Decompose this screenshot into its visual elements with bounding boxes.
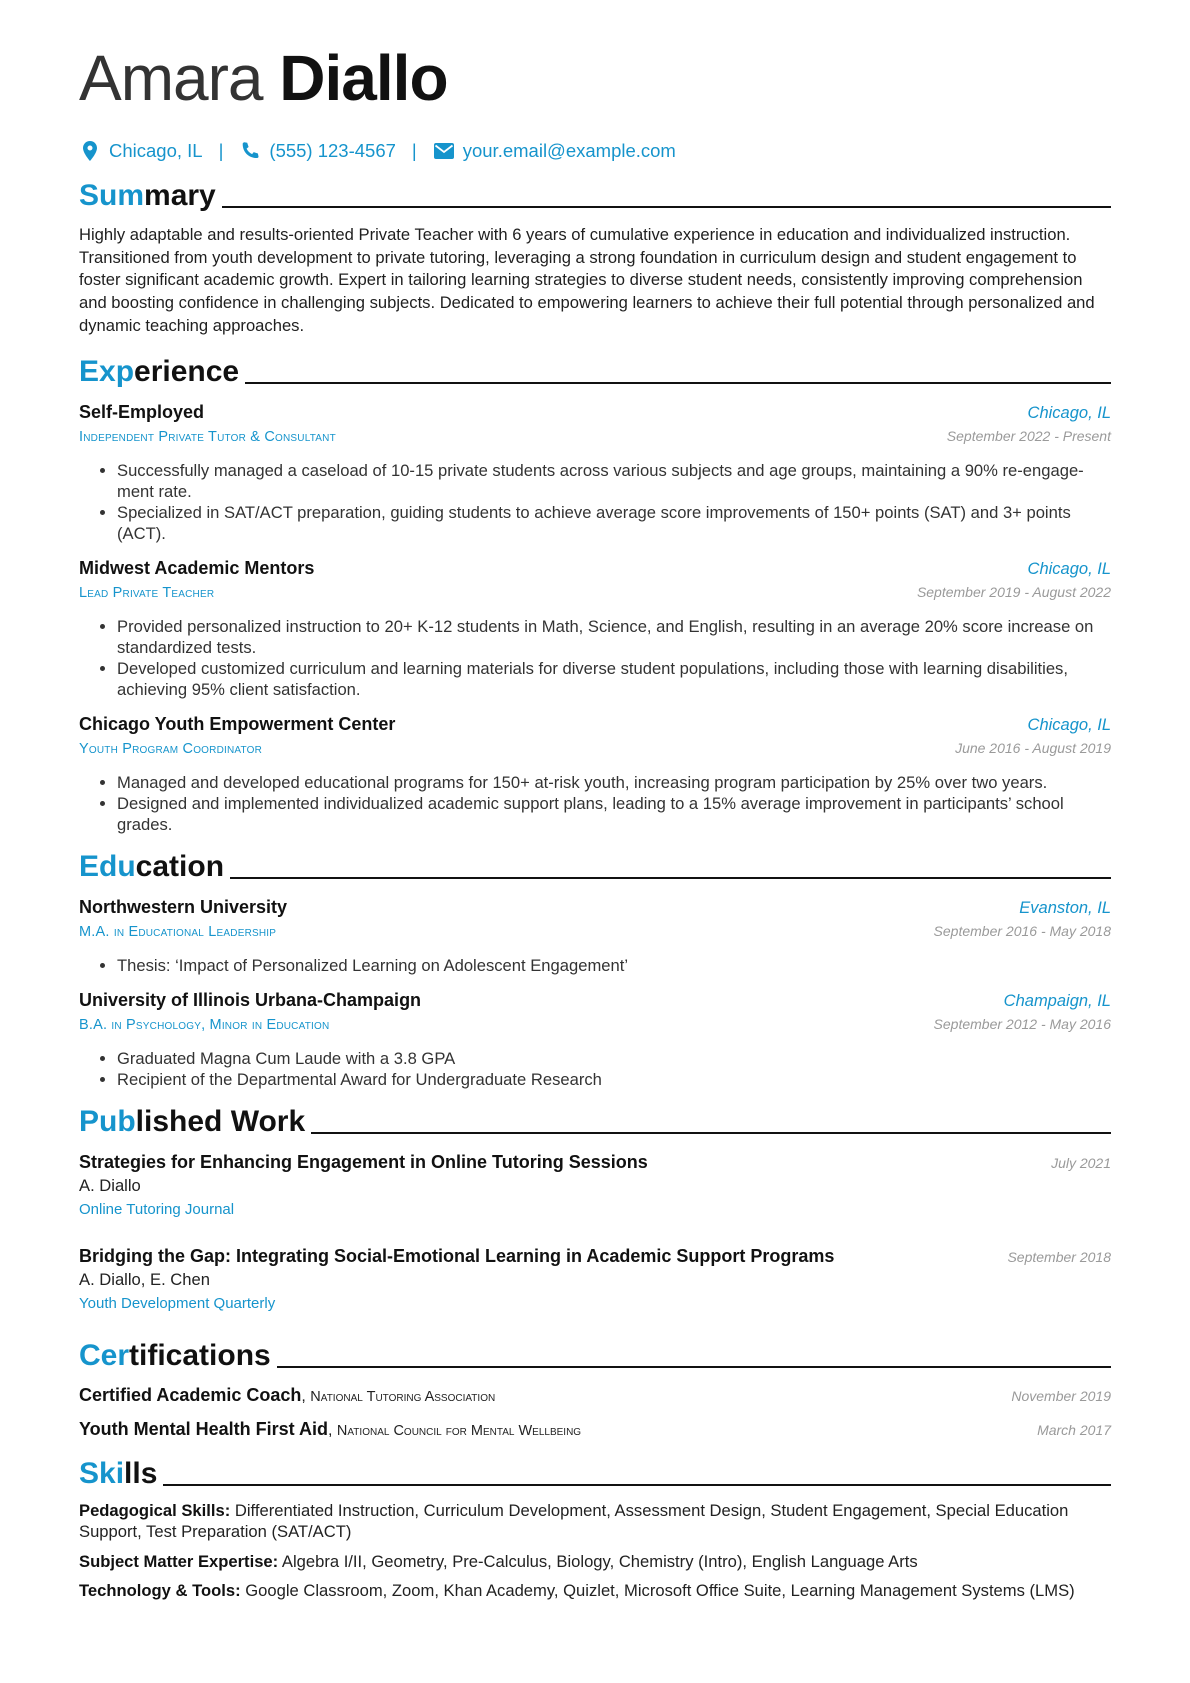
publication-journal: Online Tutoring Journal xyxy=(79,1200,235,1218)
heading-accent: Sum xyxy=(79,179,145,212)
contact-separator: | xyxy=(411,140,417,161)
summary-text: Highly adaptable and results-oriented Private Teacher with 6 years of cumulative experience in education and individualized instruction. Transitioned from youth development to private tutoring, leveraging a strong foundation in curriculum design and student engagement to foster significant academic growth. Expert in tailoring learning strategies to diverse student needs, consistently improving comprehension and boosting confidence in challenging subjects. Dedicated to empowering learners to achieve their full potential through personalized and dynamic teaching approaches. xyxy=(79,225,1095,335)
entry-dates: June 2016 - August 2019 xyxy=(955,739,1111,756)
published-heading xyxy=(79,1104,1111,1140)
envelope-icon xyxy=(433,140,455,162)
skill-line xyxy=(79,1500,1111,1543)
entry-location: Evanston, IL xyxy=(1019,898,1111,917)
certification-date: March 2017 xyxy=(1037,1421,1111,1438)
heading-rest: erience xyxy=(134,354,240,388)
heading-accent: Edu xyxy=(79,849,136,883)
heading-rest: mary xyxy=(144,179,216,212)
publication-title: Bridging the Gap: Integrating Social-Emotional Learning in Academic Support Programs xyxy=(79,1245,835,1266)
skill-line xyxy=(79,1551,1111,1573)
certification-issuer: National Council for Mental Wellbeing xyxy=(336,1422,582,1439)
heading-rest: lished Work xyxy=(135,1104,306,1138)
degree-title: B.A. in Psychology, Minor in Education xyxy=(79,1016,330,1033)
entry-dates: September 2016 - May 2018 xyxy=(933,922,1111,939)
skill-line xyxy=(79,1580,1111,1602)
bullet-item: • Graduated Magna Cum Laude with a 3.8 GPA xyxy=(117,1048,1111,1069)
first-name: Amara xyxy=(79,42,263,114)
experience-entry xyxy=(79,712,1111,835)
heading-rule xyxy=(222,206,1111,208)
education-entry xyxy=(79,895,1111,976)
heading-rest: lls xyxy=(124,1456,158,1490)
education-title xyxy=(79,849,224,885)
experience-heading xyxy=(79,354,1111,390)
skills-title xyxy=(79,1456,157,1492)
bullet-item: • Developed customized curriculum and learning materials for diverse student populations, including those with learning disabilities, achieving 95% client satisfaction. xyxy=(117,658,1111,700)
education-heading xyxy=(79,849,1111,885)
skills-heading xyxy=(79,1456,1111,1492)
summary-heading xyxy=(79,178,1111,214)
entry-dates: September 2012 - May 2016 xyxy=(933,1015,1111,1032)
school-name: University of Illinois Urbana-Champaign xyxy=(79,989,422,1010)
school-name: Northwestern University xyxy=(79,896,288,917)
certification-entry: Youth Mental Health First Aid, National Council for Mental Wellbeing March 2017 xyxy=(79,1418,1111,1439)
publication-entry xyxy=(79,1244,1111,1316)
skill-value: Differentiated Instruction, Curriculum Development, Assessment Design, Student Engagement, Special Education Support, Test Preparation (SAT/ACT) xyxy=(79,1500,1069,1542)
bullet-item: • Specialized in SAT/ACT preparation, guiding students to achieve average score improvements of 150+ points (SAT) and 3+ points (ACT). xyxy=(117,502,1111,544)
summary-title xyxy=(79,178,216,214)
phone-icon xyxy=(239,140,261,162)
bullet-list xyxy=(79,616,1111,700)
certification-name: Youth Mental Health First Aid xyxy=(79,1418,329,1439)
bullet-list xyxy=(79,955,1111,976)
heading-accent: Cer xyxy=(79,1338,130,1372)
job-title: Lead Private Teacher xyxy=(79,584,215,601)
heading-rule xyxy=(245,382,1111,384)
degree-title: M.A. in Educational Leadership xyxy=(79,923,277,940)
bullet-item: • Managed and developed educational programs for 150+ at-risk youth, increasing program participation by 25% over two years. xyxy=(117,772,1111,793)
email-link[interactable]: your.email@example.com xyxy=(462,140,676,161)
job-title: Independent Private Tutor & Consultant xyxy=(79,428,336,445)
heading-rule xyxy=(230,877,1111,879)
contact-bar xyxy=(79,138,1111,164)
employer-name: Midwest Academic Mentors xyxy=(79,557,315,578)
certification-issuer: National Tutoring Association xyxy=(310,1388,496,1405)
heading-rule xyxy=(311,1132,1111,1134)
education-entry xyxy=(79,988,1111,1090)
entry-location: Chicago, IL xyxy=(1027,559,1111,578)
certifications-heading xyxy=(79,1338,1111,1374)
published-title xyxy=(79,1104,305,1140)
bullet-item: • Provided personalized instruction to 20+ K-12 students in Math, Science, and English, resulting in an average 20% score increase on standardized tests. xyxy=(117,616,1111,658)
bullet-item: • Successfully managed a caseload of 10-15 private students across various subjects and age groups, maintaining a 90% re-engage-ment rate. xyxy=(117,460,1111,502)
publication-authors: A. Diallo xyxy=(79,1175,141,1195)
skill-value: Algebra I/II, Geometry, Pre-Calculus, Biology, Chemistry (Intro), English Language Arts xyxy=(281,1551,918,1571)
publication-entry xyxy=(79,1150,1111,1222)
publication-date: July 2021 xyxy=(1051,1154,1111,1171)
certifications-title xyxy=(79,1338,271,1374)
heading-accent: Pub xyxy=(79,1104,136,1138)
employer-name: Self-Employed xyxy=(79,401,205,422)
heading-rest: tifications xyxy=(129,1338,271,1372)
bullet-list xyxy=(79,772,1111,835)
publication-title: Strategies for Enhancing Engagement in Online Tutoring Sessions xyxy=(79,1151,648,1172)
publication-journal: Youth Development Quarterly xyxy=(79,1294,276,1312)
entry-location: Champaign, IL xyxy=(1003,991,1111,1010)
certification-entry: Certified Academic Coach, National Tutoring Association November 2019 xyxy=(79,1384,1111,1405)
publication-authors: A. Diallo, E. Chen xyxy=(79,1269,210,1289)
entry-location: Chicago, IL xyxy=(1027,715,1111,734)
skill-label: Subject Matter Expertise: xyxy=(79,1551,279,1571)
employer-name: Chicago Youth Empowerment Center xyxy=(79,713,396,734)
contact-separator: | xyxy=(218,140,224,161)
experience-entry xyxy=(79,400,1111,544)
skill-value: Google Classroom, Zoom, Khan Academy, Quizlet, Microsoft Office Suite, Learning Management Systems (LMS) xyxy=(245,1581,1075,1601)
map-pin-icon xyxy=(79,140,101,162)
location-text: Chicago, IL xyxy=(109,140,203,161)
skill-label: Technology & Tools: xyxy=(79,1581,241,1601)
certification-name: Certified Academic Coach xyxy=(79,1384,302,1405)
experience-entry xyxy=(79,556,1111,700)
job-title: Youth Program Coordinator xyxy=(79,740,263,757)
candidate-name xyxy=(79,38,1111,118)
bullet-item: • Designed and implemented individualized academic support plans, leading to a 15% average improvement in participants’ school grades. xyxy=(117,793,1111,835)
entry-dates: September 2019 - August 2022 xyxy=(916,583,1111,600)
bullet-item: • Recipient of the Departmental Award for Undergraduate Research xyxy=(117,1069,1111,1090)
bullet-list xyxy=(79,460,1111,544)
experience-title xyxy=(79,354,239,390)
heading-accent: Exp xyxy=(79,354,135,388)
entry-location: Chicago, IL xyxy=(1027,403,1111,422)
last-name: Diallo xyxy=(279,42,448,114)
entry-dates: September 2022 - Present xyxy=(946,427,1111,444)
heading-accent: Ski xyxy=(79,1456,125,1490)
phone-link[interactable]: (555) 123-4567 xyxy=(269,140,396,161)
heading-rule xyxy=(277,1366,1111,1368)
skill-label: Pedagogical Skills: xyxy=(79,1500,231,1520)
heading-rule xyxy=(163,1484,1111,1486)
publication-date: September 2018 xyxy=(1007,1248,1111,1265)
heading-rest: cation xyxy=(135,849,225,883)
bullet-list xyxy=(79,1048,1111,1090)
certification-date: November 2019 xyxy=(1011,1387,1111,1404)
bullet-item: • Thesis: ‘Impact of Personalized Learning on Adolescent Engagement’ xyxy=(117,955,1111,976)
